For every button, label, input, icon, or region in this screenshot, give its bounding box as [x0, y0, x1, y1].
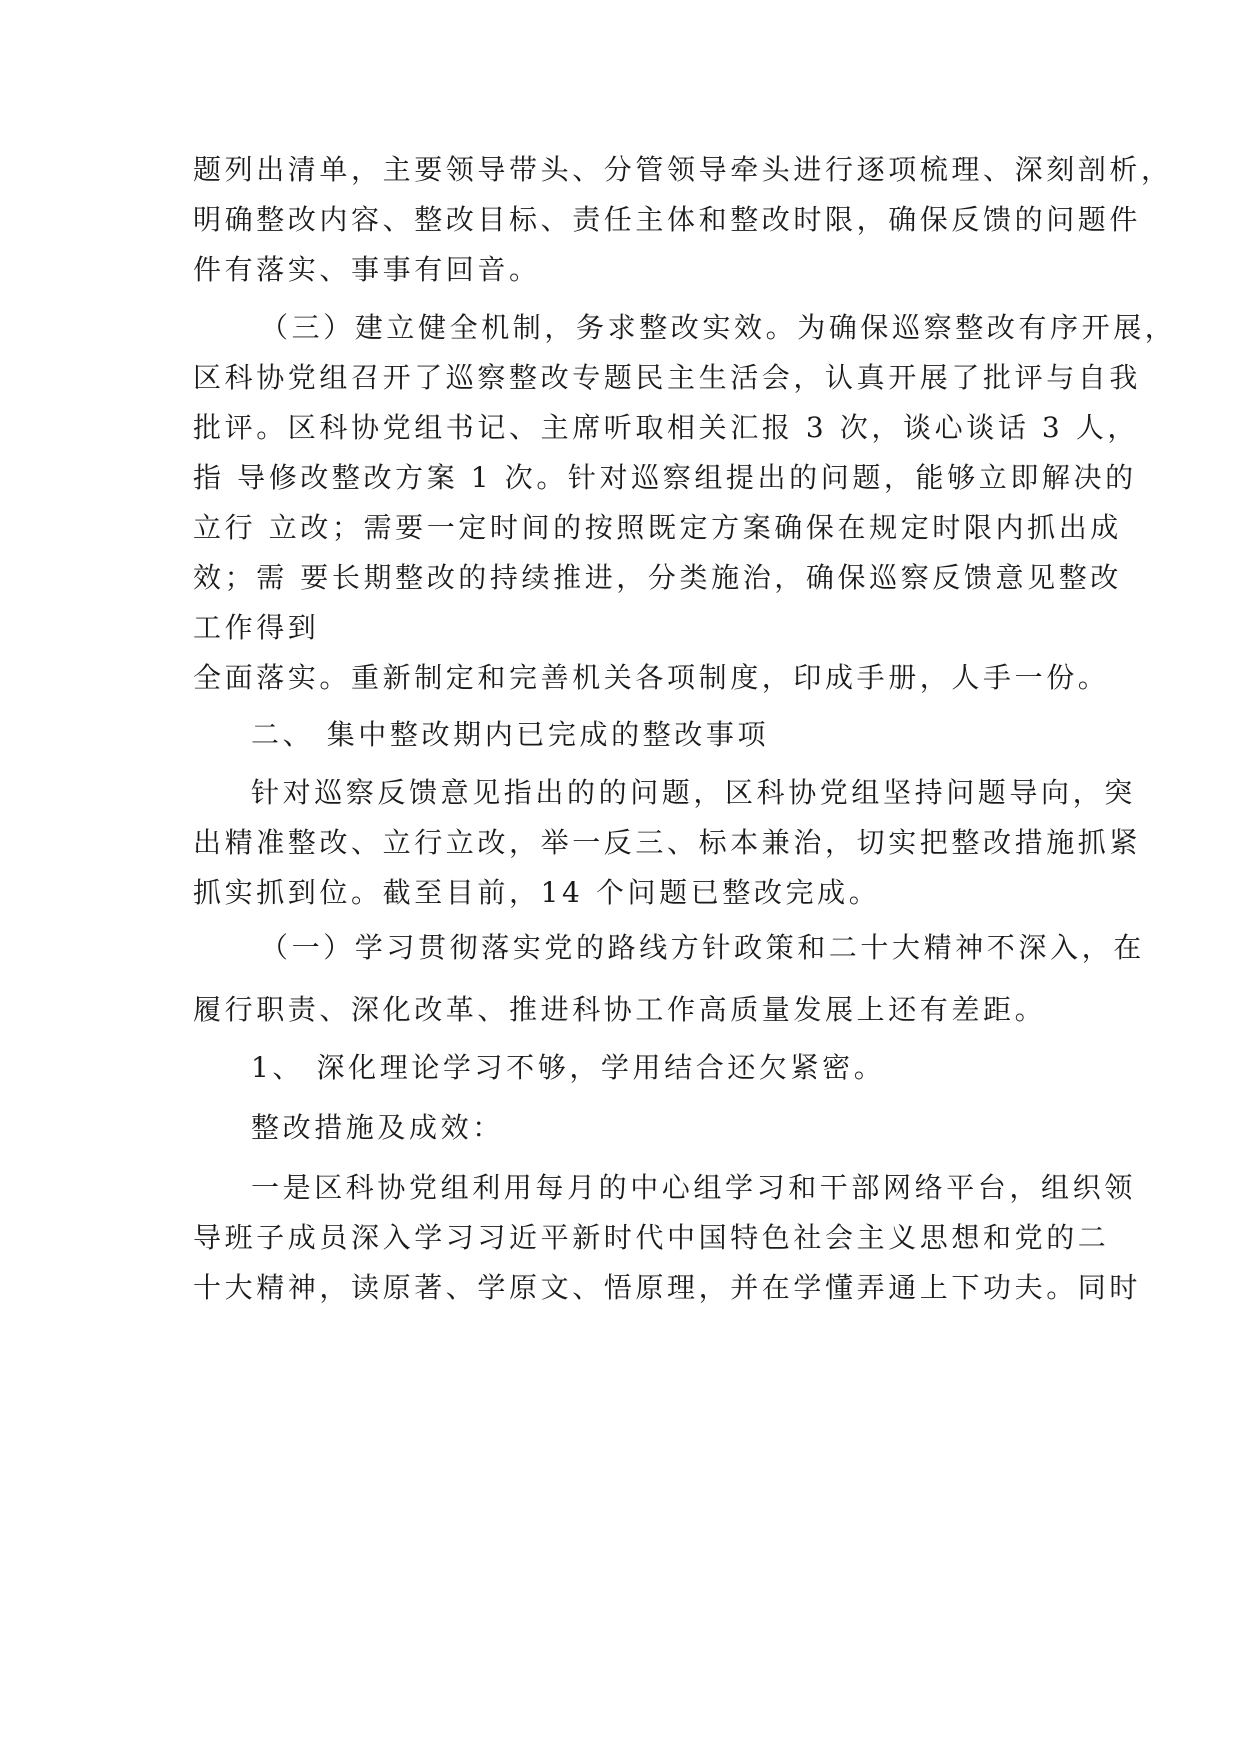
- section-heading-2: 二、 集中整改期内已完成的整改事项: [251, 718, 770, 751]
- body-text-line: 效；需 要长期整改的持续推进，分类施治，确保巡察反馈意见整改: [193, 561, 1122, 594]
- body-text-line: 题列出清单，主要领导带头、分管领导牵头进行逐项梳理、深刻剖析，: [193, 153, 1173, 186]
- body-text-line: 全面落实。重新制定和完善机关各项制度，印成手册，人手一份。: [193, 661, 1110, 694]
- body-text-line: 指 导修改整改方案 1 次。针对巡察组提出的问题，能够立即解决的: [193, 461, 1137, 494]
- measures-label: 整改措施及成效：: [251, 1111, 504, 1144]
- body-text-line: 件有落实、事事有回音。: [193, 253, 541, 286]
- subsection-heading-1: （一）学习贯彻落实党的路线方针政策和二十大精神不深入，在: [260, 931, 1145, 964]
- body-text-line: 履行职责、深化改革、推进科协工作高质量发展上还有差距。: [193, 993, 1047, 1026]
- body-text-line: 明确整改内容、整改目标、责任主体和整改时限，确保反馈的问题件: [193, 203, 1142, 236]
- section-heading-3: （三）建立健全机制，务求整改实效。为确保巡察整改有序开展，: [260, 311, 1177, 344]
- body-text-line: 一是区科协党组利用每月的中心组学习和干部网络平台，组织领: [251, 1171, 1136, 1204]
- body-text-line: 导班子成员深入学习习近平新时代中国特色社会主义思想和党的二: [193, 1221, 1110, 1254]
- body-text-line: 批评。区科协党组书记、主席听取相关汇报 3 次，谈心谈话 3 人，: [193, 411, 1140, 444]
- body-text-line: 出精准整改、立行立改，举一反三、标本兼治，切实把整改措施抓紧: [193, 826, 1142, 859]
- body-text-line: 区科协党组召开了巡察整改专题民主生活会，认真开展了批评与自我: [193, 361, 1142, 394]
- body-text-line: 抓实抓到位。截至目前，14 个问题已整改完成。: [193, 876, 881, 909]
- item-heading-1: 1、 深化理论学习不够，学用结合还欠紧密。: [251, 1051, 886, 1084]
- body-text-line: 针对巡察反馈意见指出的的问题，区科协党组坚持问题导向，突: [251, 776, 1136, 809]
- body-text-line: 十大精神，读原著、学原文、悟原理，并在学懂弄通上下功夫。同时: [193, 1271, 1142, 1304]
- body-text-line: 工作得到: [193, 611, 320, 644]
- body-text-line: 立行 立改；需要一定时间的按照既定方案确保在规定时限内抓出成: [193, 511, 1122, 544]
